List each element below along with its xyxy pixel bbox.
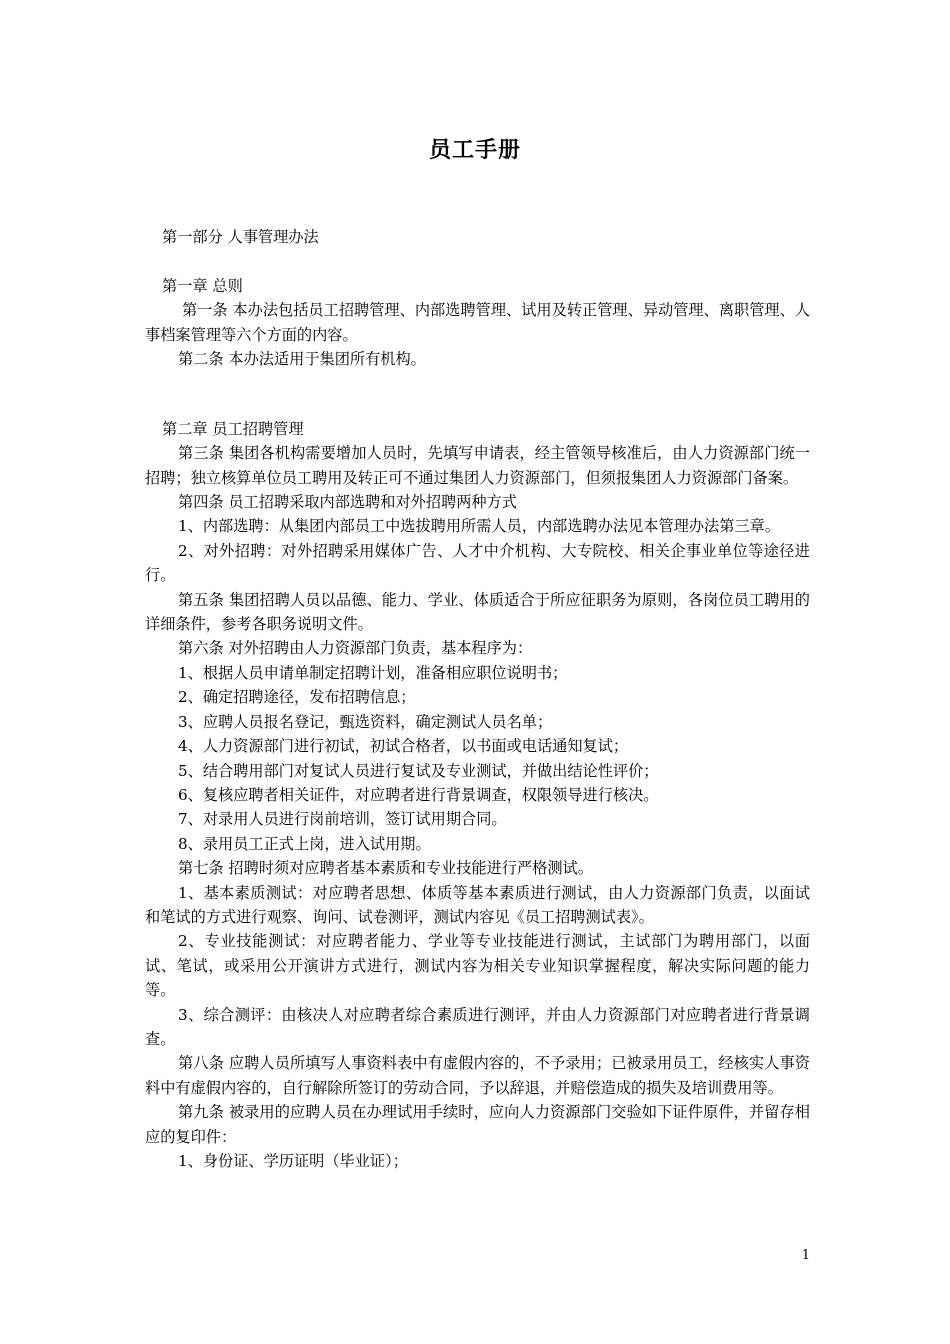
article-paragraph: 第九条 被录用的应聘人员在办理试用手续时，应向人力资源部门交验如下证件原件，并留存相应的复印件： xyxy=(145,1103,810,1146)
list-item: 2、对外招聘：对外招聘采用媒体广告、人才中介机构、大专院校、相关企事业单位等途径进行。 xyxy=(145,541,810,585)
list-item: 2、确定招聘途径，发布招聘信息； xyxy=(178,688,416,707)
spacer xyxy=(145,396,810,417)
list-item: 1、根据人员申请单制定招聘计划，准备相应职位说明书； xyxy=(178,663,568,682)
document-body xyxy=(145,225,810,1173)
article-paragraph: 第四条 员工招聘采取内部选聘和对外招聘两种方式 xyxy=(178,493,517,512)
document-title: 员工手册 xyxy=(428,137,521,163)
list-item: 7、对录用人员进行岗前培训，签订试用期合同。 xyxy=(178,810,507,829)
article-paragraph: 第二条 本办法适用于集团所有机构。 xyxy=(178,350,426,369)
article-paragraph: 第五条 集团招聘人员以品德、能力、学业、体质适合于所应征职务为原则，各岗位员工聘用的详细条件，参考各职务说明文件。 xyxy=(145,590,810,634)
article-paragraph: 第八条 应聘人员所填写人事资料表中有虚假内容的，不予录用；已被录用员工，经核实人事资料中有虚假内容的，自行解除所签订的劳动合同，予以辞退，并赔偿造成的损失及培训费用等。 xyxy=(145,1054,810,1097)
part-heading: 第一部分 人事管理办法 xyxy=(162,228,319,246)
list-item: 1、内部选聘：从集团内部员工中选拔聘用所需人员，内部选聘办法见本管理办法第三章。 xyxy=(178,517,780,536)
list-item: 4、人力资源部门进行初试，初试合格者，以书面或电话通知复试； xyxy=(178,737,629,756)
list-item: 2、专业技能测试：对应聘者能力、学业等专业技能进行测试，主试部门为聘用部门，以面试、笔试，或采用公开演讲方式进行，测试内容为相关专业知识掌握程度，解决实际问题的能力等。 xyxy=(145,932,810,1000)
article-paragraph: 第六条 对外招聘由人力资源部门负责，基本程序为： xyxy=(178,639,533,658)
list-item: 3、应聘人员报名登记，甄选资料，确定测试人员名单； xyxy=(178,712,553,731)
article-paragraph: 第一条 本办法包括员工招聘管理、内部选聘管理、试用及转正管理、异动管理、离职管理、人事档案管理等六个方面的内容。 xyxy=(145,301,810,344)
list-item: 3、综合测评：由核决人对应聘者综合素质进行测评，并由人力资源部门对应聘者进行背景调查。 xyxy=(145,1005,810,1048)
chapter-heading: 第二章 员工招聘管理 xyxy=(162,419,304,438)
spacer xyxy=(145,371,810,395)
list-item: 1、基本素质测试：对应聘者思想、体质等基本素质进行测试，由人力资源部门负责，以面试和笔试的方式进行观察、询问、试卷测评，测试内容见《员工招聘测试表》。 xyxy=(145,883,810,926)
chapter-heading: 第一章 总则 xyxy=(162,276,243,295)
page-number: 1 xyxy=(801,1248,810,1263)
list-item: 5、结合聘用部门对复试人员进行复试及专业测试，并做出结论性评价； xyxy=(178,761,659,780)
article-paragraph: 第三条 集团各机构需要增加人员时，先填写申请表，经主管领导核准后，由人力资源部门统一招聘；独立核算单位员工聘用及转正可不通过集团人力资源部门，但须报集团人力资源部门备案。 xyxy=(145,444,810,487)
list-item: 6、复核应聘者相关证件，对应聘者进行背景调查，权限领导进行核决。 xyxy=(178,785,659,804)
list-item: 1、身份证、学历证明（毕业证）； xyxy=(178,1152,408,1170)
spacer xyxy=(145,249,810,273)
list-item: 8、录用员工正式上岗，进入试用期。 xyxy=(178,834,431,853)
article-paragraph: 第七条 招聘时须对应聘者基本素质和专业技能进行严格测试。 xyxy=(178,859,593,878)
